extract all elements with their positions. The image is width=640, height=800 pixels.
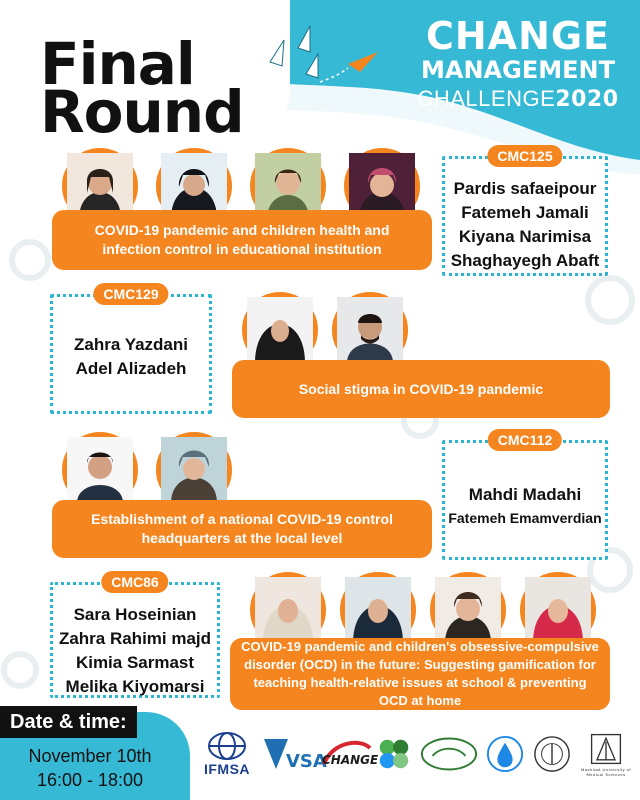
team-member: Shaghayegh Abaft: [450, 251, 600, 270]
globe-icon: [207, 731, 247, 761]
team-member: Mahdi Madahi: [468, 485, 582, 504]
paper-planes-icon: [260, 22, 390, 92]
participant-photo: [156, 432, 232, 508]
team-code-badge: CMC125: [487, 145, 562, 167]
topic-text: COVID-19 pandemic and children health and infection control in educational institution: [94, 222, 390, 257]
event-year: 2020: [555, 87, 619, 112]
title-line-1: Final: [40, 30, 195, 98]
date-time-label: Date & time:: [0, 706, 137, 738]
puzzle-logo: [374, 724, 414, 784]
event-time: 16:00 - 18:00: [36, 770, 144, 790]
ifmsa-text: IFMSA: [203, 761, 251, 777]
team-box: [442, 432, 608, 560]
participant-photo: [520, 572, 596, 648]
event-line-2: MANAGEMENT: [421, 56, 615, 84]
puzzle-icon: [375, 735, 413, 773]
event-name: [408, 16, 628, 115]
team-member: Fatemeh Jamali: [461, 203, 589, 222]
topic-bar: [52, 500, 432, 558]
team-member: Kiyana Narimisa: [458, 227, 592, 246]
mums-logo: [578, 724, 634, 784]
team-box: [50, 286, 212, 414]
event-date: November 10th: [28, 746, 152, 766]
participant-photo: [332, 292, 408, 368]
mums-text: Mashhad University of Medical Sciences: [580, 767, 632, 777]
event-line-3-text: CHALLENGE: [417, 86, 556, 111]
participant-photo: [62, 432, 138, 508]
team-member: Zahra Rahimi majd: [58, 629, 212, 648]
topic-bar: [230, 638, 610, 710]
sponsor-logos: [196, 724, 636, 784]
team-box: [442, 148, 608, 276]
team-code-badge: CMC129: [93, 283, 168, 305]
event-line-3: [408, 84, 628, 115]
team-member: Pardis safaeipour: [453, 179, 597, 198]
team-member: Melika Kiyomarsi: [65, 677, 205, 696]
vsa-logo: [260, 724, 327, 784]
team-member: Sara Hoseinian: [73, 605, 197, 624]
change-logo: [318, 724, 379, 784]
topic-text: Social stigma in COVID-19 pandemic: [298, 380, 544, 397]
committee-logo: [530, 724, 574, 784]
topic-text: Establishment of a national COVID-19 control headquarters at the local level: [91, 511, 393, 546]
university-emblem-icon: [587, 731, 625, 767]
team-code-badge: CMC86: [101, 571, 168, 593]
participant-photo: [340, 572, 416, 648]
team-member: Zahra Yazdani: [73, 335, 188, 354]
ifmsa-logo: [196, 724, 258, 784]
team-member: Kimia Sarmast: [75, 653, 195, 672]
event-line-1: CHANGE: [425, 14, 611, 58]
page-title: [40, 30, 244, 146]
title-line-2: Round: [40, 78, 244, 146]
participant-photo: [242, 292, 318, 368]
drop-icon: [486, 735, 524, 773]
change-text: CHANGE: [322, 753, 379, 767]
team-member: Adel Alizadeh: [75, 359, 187, 378]
team-member: Fatemeh Emamverdian: [448, 510, 602, 526]
topic-text: COVID-19 pandemic and children's obsessive-compulsive disorder (OCD) in the future: Suggesting gamification for teaching health-relative issues at school & preventing OCD at home: [241, 639, 599, 708]
topic-bar: [232, 360, 610, 418]
topic-bar: [52, 210, 432, 270]
participant-photo: [250, 572, 326, 648]
team-box: [50, 574, 220, 698]
participant-photo: [430, 572, 506, 648]
team-code-badge: CMC112: [488, 429, 562, 451]
society-logo: [484, 724, 526, 784]
association-logo: [418, 724, 480, 784]
vsa-text: VSA: [286, 751, 327, 772]
